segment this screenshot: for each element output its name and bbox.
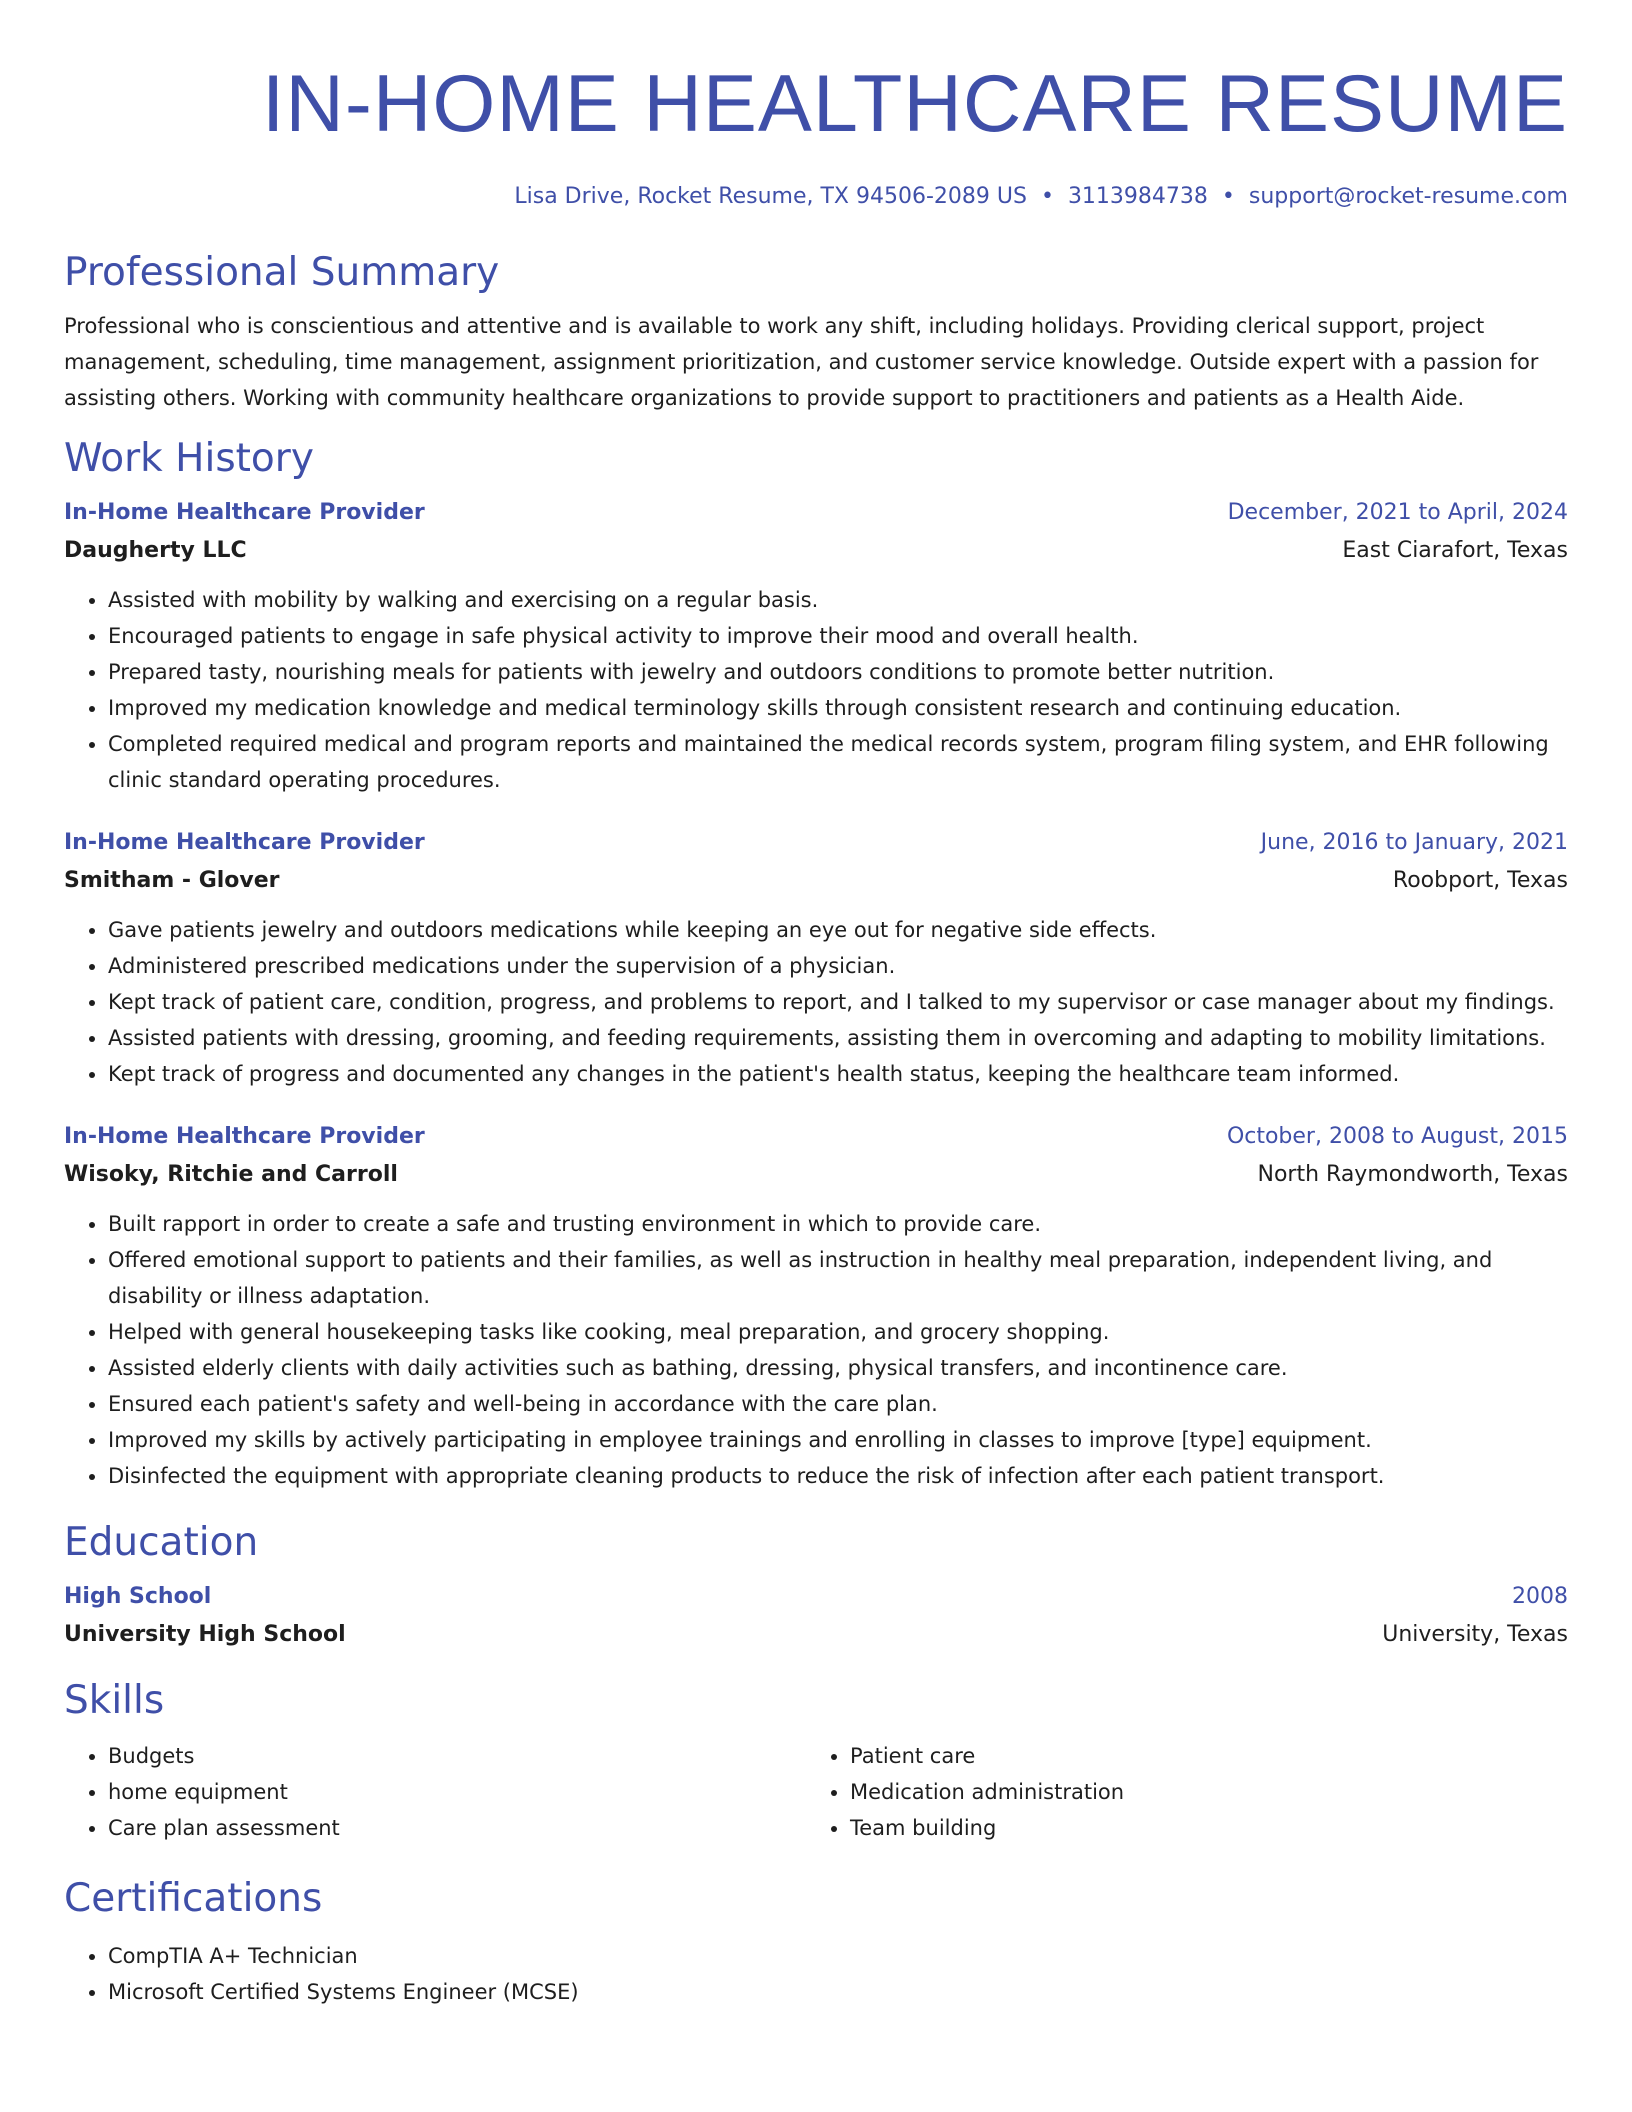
certifications-list (64, 1938, 1568, 2010)
list-item: • Kept track of progress and documented any changes in the patient's health status, keeping the healthcare team informed. (108, 1056, 1568, 1092)
list-item: • home equipment (108, 1774, 806, 1810)
job-location: North Raymondworth, Texas (1257, 1162, 1568, 1187)
job-title: In-Home Healthcare Provider (64, 1124, 425, 1149)
resume-title: IN-HOME HEALTHCARE RESUME (261, 59, 1568, 149)
list-item: • Offered emotional support to patients and their families, as well as instruction in healthy meal preparation, independent living, and disability or illness adaptation. (108, 1242, 1568, 1314)
job-title: In-Home Healthcare Provider (64, 500, 425, 525)
list-item: • Improved my skills by actively participating in employee trainings and enrolling in classes to improve [type] equipment. (108, 1422, 1568, 1458)
job-company: Smitham - Glover (64, 868, 280, 893)
contact-email[interactable]: support@rocket-resume.com (1248, 184, 1568, 209)
skills-grid (64, 1738, 1568, 1846)
education-header (64, 1578, 1568, 1616)
job-subheader (64, 1156, 1568, 1194)
job-location: East Ciarafort, Texas (1342, 538, 1568, 563)
skills-column-right (806, 1738, 1548, 1846)
work-history-heading: Work History (64, 436, 314, 481)
contact-separator: • (1040, 184, 1054, 209)
certifications-heading: Certifications (64, 1876, 323, 1921)
education-year: 2008 (1512, 1584, 1568, 1609)
job-entry (64, 824, 1568, 1092)
list-item: • Assisted elderly clients with daily activities such as bathing, dressing, physical transfers, and incontinence care. (108, 1350, 1568, 1386)
education-degree: High School (64, 1584, 212, 1609)
list-item: • Built rapport in order to create a safe and trusting environment in which to provide care. (108, 1206, 1568, 1242)
education-heading: Education (64, 1520, 259, 1565)
list-item: • Care plan assessment (108, 1810, 806, 1846)
job-company: Daugherty LLC (64, 538, 247, 563)
job-entry (64, 494, 1568, 798)
list-item: • Assisted patients with dressing, grooming, and feeding requirements, assisting them in overcoming and adapting to mobility limitations. (108, 1020, 1568, 1056)
job-header (64, 1118, 1568, 1156)
list-item: • Disinfected the equipment with appropriate cleaning products to reduce the risk of infection after each patient transport. (108, 1458, 1568, 1494)
job-header (64, 824, 1568, 862)
contact-address: Lisa Drive, Rocket Resume, TX 94506-2089 US (514, 184, 1027, 209)
job-duties (64, 912, 1568, 1092)
list-item: • Completed required medical and program reports and maintained the medical records system, program filing system, and EHR following clinic standard operating procedures. (108, 726, 1568, 798)
list-item: • Team building (850, 1810, 1548, 1846)
skills-list-left (64, 1738, 806, 1846)
job-header (64, 494, 1568, 532)
list-item: • Encouraged patients to engage in safe physical activity to improve their mood and overall health. (108, 618, 1568, 654)
summary-text: Professional who is conscientious and attentive and is available to work any shift, including holidays. Providing clerical support, project management, scheduling, time management, assignment prioritization, and customer service knowledge. Outside expert with a passion for assisting others. Working with community healthcare organizations to provide support to practitioners and patients as a Health Aide. (64, 314, 1539, 410)
education-entry (64, 1578, 1568, 1654)
contact-phone: 3113984738 (1067, 184, 1208, 209)
list-item: • Ensured each patient's safety and well-being in accordance with the care plan. (108, 1386, 1568, 1422)
list-item: • Kept track of patient care, condition, progress, and problems to report, and I talked to my supervisor or case manager about my findings. (108, 984, 1568, 1020)
list-item: • Administered prescribed medications under the supervision of a physician. (108, 948, 1568, 984)
summary-heading: Professional Summary (64, 250, 500, 295)
list-item: • Medication administration (850, 1774, 1548, 1810)
list-item: • Patient care (850, 1738, 1548, 1774)
skills-heading: Skills (64, 1678, 165, 1723)
skills-column-left (64, 1738, 806, 1846)
education-subheader (64, 1616, 1568, 1654)
skills-list-right (806, 1738, 1548, 1846)
job-entry (64, 1118, 1568, 1494)
job-location: Roobport, Texas (1392, 868, 1568, 893)
job-dates: October, 2008 to August, 2015 (1226, 1124, 1568, 1149)
job-title: In-Home Healthcare Provider (64, 830, 425, 855)
list-item: • CompTIA A+ Technician (108, 1938, 1568, 1974)
education-location: University, Texas (1382, 1622, 1568, 1647)
job-duties (64, 1206, 1568, 1494)
list-item: • Prepared tasty, nourishing meals for patients with jewelry and outdoors conditions to promote better nutrition. (108, 654, 1568, 690)
job-dates: December, 2021 to April, 2024 (1227, 500, 1568, 525)
list-item: • Gave patients jewelry and outdoors medications while keeping an eye out for negative side effects. (108, 912, 1568, 948)
contact-separator: • (1221, 184, 1235, 209)
list-item: • Budgets (108, 1738, 806, 1774)
job-company: Wisoky, Ritchie and Carroll (64, 1162, 398, 1187)
contact-line (64, 182, 1568, 212)
list-item: • Microsoft Certified Systems Engineer (MCSE) (108, 1974, 1568, 2010)
list-item: • Assisted with mobility by walking and exercising on a regular basis. (108, 582, 1568, 618)
education-school: University High School (64, 1622, 346, 1647)
job-duties (64, 582, 1568, 798)
job-dates: June, 2016 to January, 2021 (1260, 830, 1568, 855)
list-item: • Helped with general housekeeping tasks like cooking, meal preparation, and grocery shopping. (108, 1314, 1568, 1350)
list-item: • Improved my medication knowledge and medical terminology skills through consistent research and continuing education. (108, 690, 1568, 726)
job-subheader (64, 862, 1568, 900)
job-subheader (64, 532, 1568, 570)
